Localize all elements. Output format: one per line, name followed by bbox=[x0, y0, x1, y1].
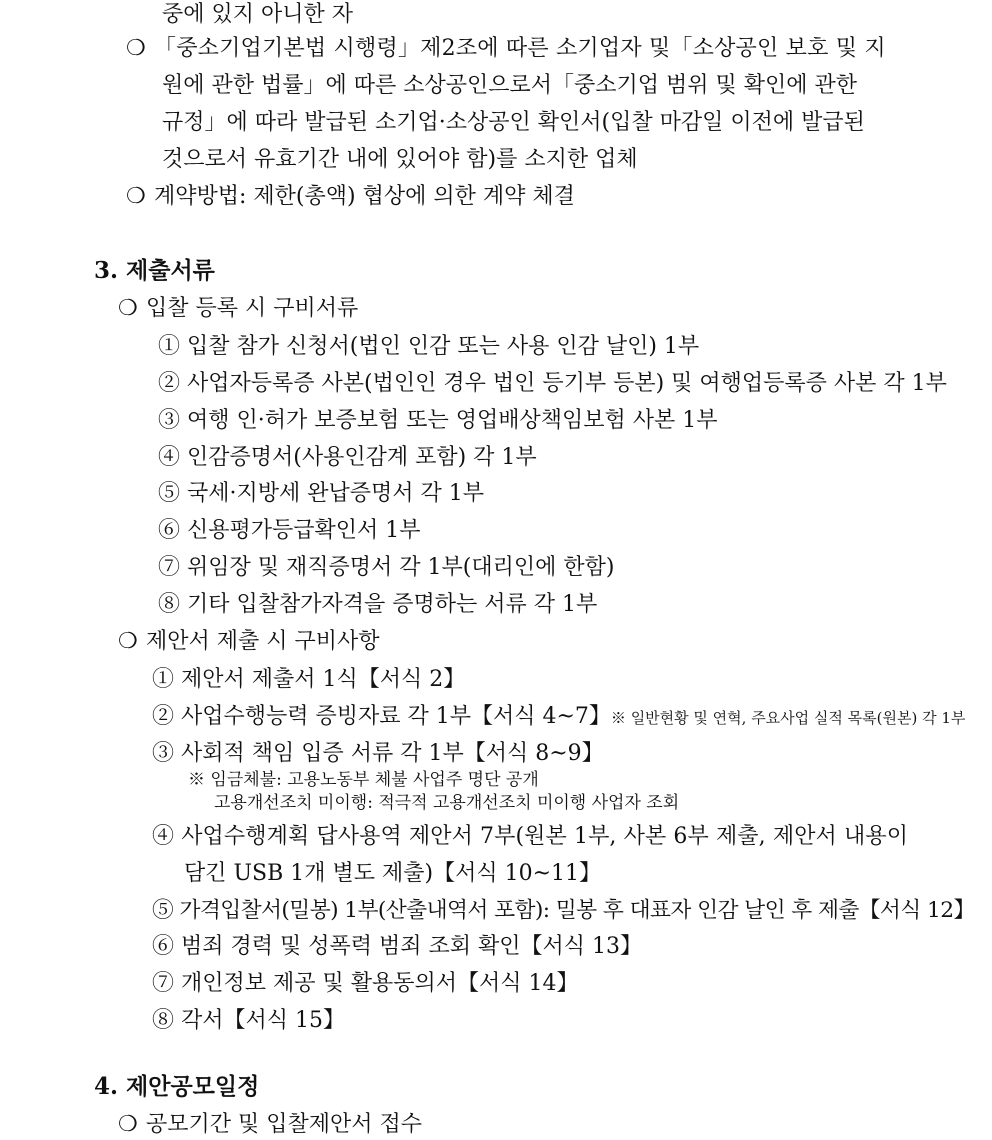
list-item: ⑧ 각서【서식 15】 bbox=[152, 1008, 345, 1033]
bullet-text: 규정」에 따라 발급된 소기업·소상공인 확인서(입찰 마감일 이전에 발급된 bbox=[162, 110, 865, 135]
bullet-marker: ❍ bbox=[118, 629, 138, 654]
list-item: ① 입찰 참가 신청서(법인 인감 또는 사용 인감 날인) 1부 bbox=[158, 334, 700, 359]
list-item: ⑤ 국세·지방세 완납증명서 각 1부 bbox=[158, 481, 484, 506]
list-item: ④ 사업수행계획 답사용역 제안서 7부(원본 1부, 사본 6부 제출, 제안서 내용이 bbox=[152, 824, 909, 849]
list-item: ① 제안서 제출서 1식【서식 2】 bbox=[152, 667, 466, 692]
list-item: ③ 여행 인·허가 보증보험 또는 영업배상책임보험 사본 1부 bbox=[158, 408, 718, 433]
list-item: ⑦ 개인정보 제공 및 활용동의서【서식 14】 bbox=[152, 971, 579, 996]
list-item-note: ※ 일반현황 및 연혁, 주요사업 실적 목록(원본) 각 1부 bbox=[610, 709, 966, 727]
list-item: ② 사업자등록증 사본(법인인 경우 법인 등기부 등본) 및 여행업등록증 사본 각 1부 bbox=[158, 371, 947, 396]
bullet-text: 원에 관한 법률」에 따른 소상공인으로서「중소기업 범위 및 확인에 관한 bbox=[162, 73, 858, 98]
section-heading: 4. 제안공모일정 bbox=[94, 1073, 260, 1100]
group-title: 입찰 등록 시 구비서류 bbox=[146, 296, 359, 321]
note-line: ※ 임금체불: 고용노동부 체불 사업주 명단 공개 bbox=[188, 770, 539, 790]
list-item: ⑤ 가격입찰서(밀봉) 1부(산출내역서 포함): 밀봉 후 대표자 인감 날인 후 제출【서식 12】 bbox=[152, 898, 975, 923]
list-item: ⑧ 기타 입찰참가자격을 증명하는 서류 각 1부 bbox=[158, 592, 598, 617]
list-item: ④ 인감증명서(사용인감계 포함) 각 1부 bbox=[158, 445, 537, 470]
bullet-text: 계약방법: 제한(총액) 협상에 의한 계약 체결 bbox=[154, 184, 575, 209]
list-item: ⑥ 신용평가등급확인서 1부 bbox=[158, 518, 421, 543]
bullet-text: 「중소기업기본법 시행령」제2조에 따른 소기업자 및「소상공인 보호 및 지 bbox=[154, 36, 886, 61]
bullet-marker: ❍ bbox=[118, 1112, 138, 1137]
group-title: 공모기간 및 입찰제안서 접수 bbox=[146, 1112, 423, 1137]
bullet-marker: ❍ bbox=[118, 296, 138, 321]
list-item-main: ② 사업수행능력 증빙자료 각 1부【서식 4~7】 bbox=[152, 704, 611, 729]
group-title: 제안서 제출 시 구비사항 bbox=[146, 629, 380, 654]
text-line: 중에 있지 아니한 자 bbox=[162, 2, 353, 27]
note-line: 고용개선조치 미이행: 적극적 고용개선조치 미이행 사업자 조회 bbox=[214, 793, 680, 813]
bullet-text: 것으로서 유효기간 내에 있어야 함)를 소지한 업체 bbox=[162, 147, 638, 172]
list-item: ⑦ 위임장 및 재직증명서 각 1부(대리인에 한함) bbox=[158, 555, 615, 580]
section-heading: 3. 제출서류 bbox=[94, 257, 215, 284]
list-item: ③ 사회적 책임 입증 서류 각 1부【서식 8~9】 bbox=[152, 741, 604, 766]
list-item: ⑥ 범죄 경력 및 성폭력 범죄 조회 확인【서식 13】 bbox=[152, 934, 642, 959]
bullet-marker: ❍ bbox=[126, 36, 146, 61]
bullet-marker: ❍ bbox=[126, 184, 146, 209]
list-item bbox=[152, 702, 965, 733]
list-item-continuation: 담긴 USB 1개 별도 제출)【서식 10~11】 bbox=[184, 861, 602, 886]
